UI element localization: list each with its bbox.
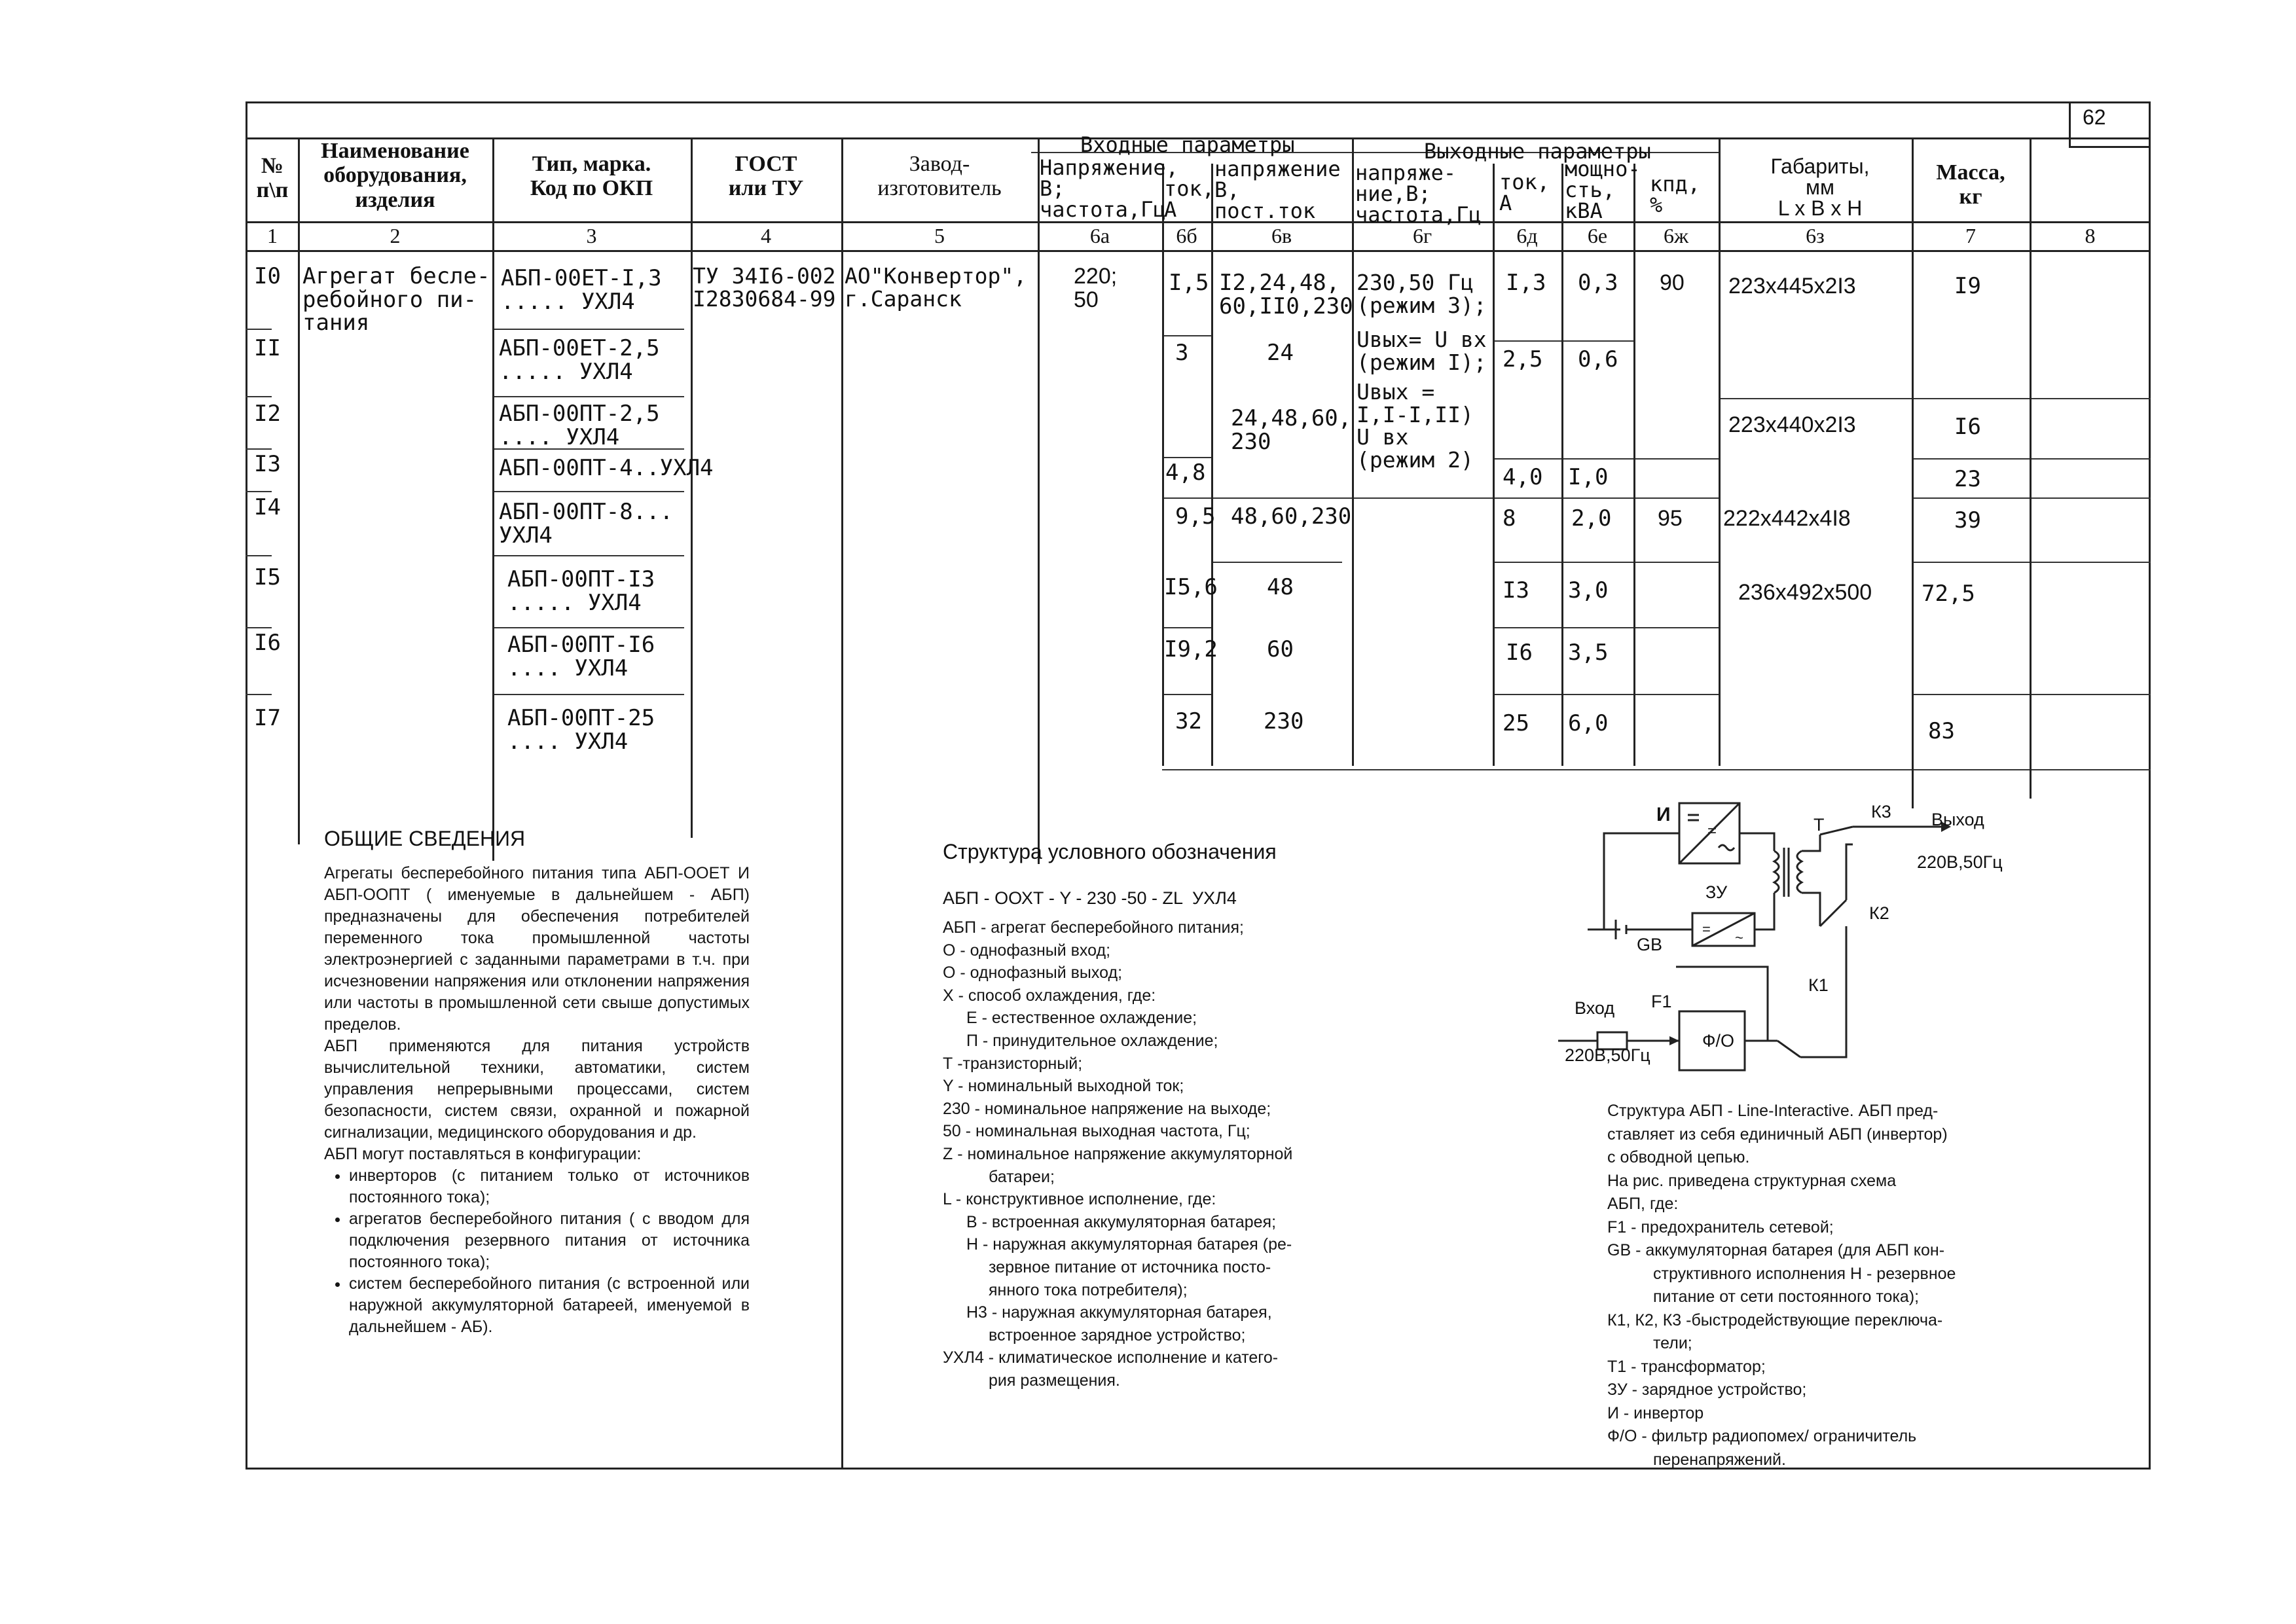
row-efficiency: 90 [1660, 270, 1685, 295]
row-divider [1493, 562, 1719, 563]
row-divider [246, 627, 272, 628]
colnum: 4 [761, 224, 771, 247]
designation-line: В - встроенная аккумуляторная батарея; [966, 1212, 1277, 1231]
col-line [1493, 164, 1495, 766]
designation-line: П - принудительное охлаждение; [966, 1031, 1218, 1050]
transformer-primary [1774, 851, 1779, 893]
header-in-current: ток, А [1164, 176, 1215, 222]
wire [1802, 893, 1820, 926]
row-divider [1162, 457, 1211, 458]
row-out-current: I6 [1506, 640, 1533, 666]
wire [1755, 893, 1774, 929]
header-type: Тип, марка. Код по ОКП [530, 152, 653, 201]
row-divider [1719, 398, 1915, 399]
designation-list [943, 916, 1375, 1392]
general-text [324, 863, 750, 1338]
header-out-voltage: напряже- ние,В; частота,Гц [1355, 160, 1482, 227]
row-divider [494, 627, 684, 628]
page-number: 62 [2069, 101, 2151, 146]
colnum: 6г [1412, 224, 1432, 247]
row-in-dc: I2,24,48, 60,II0,230 [1219, 270, 1353, 319]
row-divider [246, 448, 272, 450]
output-voltage-mode3: 230,50 Гц (режим 3); [1357, 270, 1487, 318]
charger-equals-glyph: = [1702, 921, 1711, 937]
row-efficiency: 95 [1658, 506, 1683, 531]
row-power: I,0 [1568, 464, 1609, 490]
row-divider [246, 694, 272, 695]
designation-line: батареи; [989, 1167, 1055, 1186]
designation-line: Z - номинальное напряжение аккумуляторной [943, 1144, 1293, 1163]
row-type: АБП-00ПТ-8... УХЛ4 [499, 499, 674, 549]
row-type: АБП-00ПТ-I3 ..... УХЛ4 [507, 566, 655, 616]
designation-line: встроенное зарядное устройство; [989, 1326, 1246, 1344]
diagram-description [1607, 1100, 2066, 1471]
colnum: 5 [934, 224, 945, 247]
row-in-dc: 24 [1267, 340, 1294, 366]
k1-label: К1 [1808, 975, 1829, 995]
wire [1604, 833, 1679, 929]
charger-ac-glyph: ~ [1735, 929, 1743, 946]
row-divider [494, 694, 684, 695]
row-type: АБП-00ПТ-25 .... УХЛ4 [507, 705, 655, 755]
description-line: с обводной цепью. [1607, 1148, 1750, 1166]
row-divider [1493, 627, 1719, 628]
row-number: II [254, 335, 281, 361]
output-label: Выход [1931, 810, 1984, 829]
output-voltage-mode2: Uвых = I,I-I,II) U вх (режим 2) [1357, 379, 1474, 473]
row-divider [1162, 335, 1211, 336]
colnum: 6б [1176, 224, 1197, 247]
header-name: Наименование оборудования, изделия [321, 139, 469, 212]
row-divider [246, 396, 272, 397]
wire [1802, 835, 1820, 851]
output-spec: 220В,50Гц [1917, 852, 2003, 872]
list-item: • агрегатов бесперебойного питания ( с вводом для подключения резервного питания от источника постоянного тока); [349, 1208, 750, 1273]
designation-line: янного тока потребителя); [989, 1280, 1188, 1299]
row-mass: I9 [1954, 273, 1981, 299]
designation-line: Х - способ охлаждения, где: [943, 986, 1156, 1005]
k2-label: К2 [1869, 903, 1889, 923]
inverter-label: И [1656, 804, 1671, 825]
description-line: Структура АБП - Line-Interactive. АБП пред- [1607, 1102, 1939, 1120]
transformer-secondary [1797, 851, 1802, 893]
row-dims: 223x445x2I3 [1728, 274, 1856, 298]
row-number: I7 [254, 705, 281, 731]
col-line [1162, 164, 1164, 766]
colnum: 6з [1806, 224, 1825, 247]
row-divider [494, 396, 684, 397]
row-out-current: I,3 [1506, 270, 1546, 296]
row-dims: 222x442x4I8 [1723, 506, 1851, 531]
header-efficiency: кпд, % [1650, 171, 1701, 217]
row-divider [1493, 458, 1719, 460]
row-number: I6 [254, 630, 281, 656]
equipment-name: Агрегат бесле- ребойного пи- тания [302, 263, 490, 336]
colnum: 6в [1271, 224, 1292, 247]
description-line: Ф/О - фильтр радиопомех/ ограничитель [1607, 1427, 1917, 1445]
charger-label: ЗУ [1705, 882, 1728, 902]
row-in-current: 4,8 [1165, 460, 1206, 486]
maker-value: АО"Конвертор", г.Саранск [845, 263, 1027, 312]
designation-code: АБП - ООХТ - Y - 230 -50 - ZL УХЛ4 [943, 888, 1237, 908]
row-power: 3,0 [1568, 577, 1609, 604]
row-in-current: 9,5 [1175, 503, 1216, 530]
row-in-current: I,5 [1169, 270, 1209, 296]
row-in-current: I9,2 [1164, 636, 1218, 662]
row-type: АБП-00ПТ-2,5 .... УХЛ4 [499, 401, 660, 450]
wire [1740, 833, 1774, 851]
switch-k2 [1820, 900, 1846, 926]
row-in-dc: 48 [1267, 574, 1294, 600]
col-line [1633, 164, 1635, 766]
header-out-current: ток, А [1499, 170, 1550, 215]
designation-line: АБП - агрегат бесперебойного питания; [943, 918, 1244, 937]
header-gost: ГОСТ или ТУ [728, 152, 804, 201]
description-line: GB - аккумуляторная батарея (для АБП кон- [1607, 1241, 1945, 1259]
row-in-dc: 48,60,230 [1231, 503, 1352, 530]
general-paragraph: Агрегаты бесперебойного питания типа АБП-ООЕТ И АБП-ООПТ ( именуемые в дальнейшем - АБП) предназначены для обеспечения потребителей переменного тока промышленной частоты электроэнергией с заданными параметрами в т.ч. при исчезновении напряжения или отклонении напряжения или частоты в промышленной сети свыше допустимых пределов. [324, 864, 750, 1034]
row-mass: 39 [1954, 507, 1981, 533]
row-type: АБП-00ПТ-4..УХЛ4 [499, 455, 714, 481]
transformer-label: Т [1813, 815, 1825, 835]
colnum: 6е [1587, 224, 1608, 247]
row-power: 0,6 [1578, 346, 1618, 372]
row-out-current: 8 [1503, 505, 1516, 532]
header-in-dc-voltage: напряжение В, пост.ток [1214, 156, 1341, 223]
row-divider [1493, 694, 1719, 695]
row-divider [494, 555, 684, 556]
description-line: структивного исполнения Н - резервное [1653, 1264, 1956, 1283]
fuse-label: F1 [1651, 992, 1672, 1011]
general-paragraph: АБП применяются для питания устройств вычислительной техники, автоматики, систем управления непрерывными процессами, систем безопасности, систем связи, охранной и пожарной сигнализации, медицинского оборудования и др. [324, 1037, 750, 1142]
row-divider [494, 329, 684, 330]
designation-line: Е - естественное охлаждение; [966, 1009, 1197, 1028]
ac-symbol [1719, 845, 1734, 850]
col-line [1561, 164, 1563, 766]
line-interactive-diagram [1558, 795, 2056, 1083]
wire [1676, 967, 1768, 1041]
designation-line: О - однофазный вход; [943, 941, 1111, 960]
designation-line: УХЛ4 - климатическое исполнение и катего- [943, 1348, 1279, 1367]
row-type: АБП-00ПТ-I6 .... УХЛ4 [507, 632, 655, 681]
row-out-current: 2,5 [1503, 346, 1543, 372]
list-item: • инверторов (с питанием только от источников постоянного тока); [349, 1165, 750, 1208]
description-line: К1, К2, К3 -быстродействующие переключа- [1607, 1310, 1943, 1329]
header-maker: Завод- изготовитель [877, 152, 1002, 201]
colnum: 8 [2085, 224, 2096, 247]
col-line [1211, 164, 1213, 766]
colnum: 7 [1965, 224, 1976, 247]
designation-line: рия размещения. [989, 1371, 1120, 1390]
output-voltage-mode1: Uвых= U вх (режим I); [1357, 327, 1487, 375]
inverter-equals-glyph: = [1707, 822, 1717, 840]
colnum: 6а [1089, 224, 1110, 247]
row-type: АБП-00ЕТ-I,3 ..... УХЛ4 [501, 265, 662, 315]
designation-line: L - конструктивное исполнение, где: [943, 1190, 1216, 1209]
row-divider [494, 491, 684, 492]
row-in-current: 32 [1175, 708, 1202, 734]
header-output-group: Выходные параметры [1424, 139, 1651, 164]
row-number: I0 [254, 263, 281, 289]
row-mass: I6 [1954, 414, 1981, 440]
header-num: № п\п [256, 154, 289, 203]
header-dims: Габариты, мм L x B x H [1770, 154, 1870, 220]
header-in-voltage: Напряжение, В; частота,Гц [1040, 155, 1178, 222]
colnum: 6д [1516, 224, 1538, 247]
designation-line: 230 - номинальное напряжение на выходе; [943, 1099, 1271, 1118]
switch-k1 [1777, 1041, 1800, 1057]
row-power: 3,5 [1568, 640, 1609, 666]
header-input-group: Входные параметры [1080, 132, 1295, 157]
designation-line: Т -транзисторный; [943, 1054, 1083, 1073]
row-mass: 72,5 [1922, 581, 1975, 607]
row-mass: 83 [1928, 718, 1955, 744]
colnum-bottom-line [246, 250, 2151, 252]
row-dims: 236x492x500 [1738, 580, 1872, 605]
description-line: ставляет из себя единичный АБП (инвертор) [1607, 1125, 1948, 1144]
row-power: 2,0 [1571, 505, 1612, 532]
row-number: I4 [254, 494, 281, 520]
designation-line: Н3 - наружная аккумуляторная батарея, [966, 1303, 1272, 1322]
general-paragraph: АБП могут поставляться в конфигурации: [324, 1145, 642, 1163]
description-line: ЗУ - зарядное устройство; [1607, 1380, 1807, 1399]
description-line: тели; [1653, 1334, 1692, 1352]
wire [1846, 844, 1853, 900]
row-out-current: 25 [1503, 710, 1529, 736]
page-number-underline [2069, 146, 2151, 148]
row-power: 0,3 [1578, 270, 1618, 296]
row-mass: 23 [1954, 466, 1981, 492]
designation-line: О - однофазный выход; [943, 964, 1123, 983]
description-line: F1 - предохранитель сетевой; [1607, 1218, 1834, 1236]
description-line: И - инвертор [1607, 1403, 1704, 1422]
row-number: I2 [254, 401, 281, 427]
row-number: I5 [254, 564, 281, 590]
row-in-current: 3 [1175, 340, 1189, 366]
list-item: • систем бесперебойного питания (с встроенной или наружной аккумуляторной батареей, именуемой в дальнейшем - АБ). [349, 1273, 750, 1338]
colnum: 6ж [1663, 224, 1689, 247]
description-line: На рис. приведена структурная схема [1607, 1171, 1897, 1190]
header-out-power: мощно- сть, кВА [1565, 156, 1641, 223]
input-spec: 220В,50Гц [1565, 1045, 1650, 1065]
row-divider [1162, 627, 1211, 628]
description-line: Т1 - трансформатор; [1607, 1357, 1766, 1376]
designation-line: Y - номинальный выходной ток; [943, 1077, 1184, 1096]
config-list [324, 1165, 750, 1338]
row-divider [1211, 562, 1342, 563]
designation-line: Н - наружная аккумуляторная батарея (ре- [966, 1235, 1292, 1254]
battery-label: GB [1637, 935, 1663, 954]
row-in-dc: 60 [1267, 636, 1294, 662]
colnum: 1 [267, 224, 278, 247]
designation-line: зервное питание от источника посто- [989, 1257, 1271, 1276]
input-arrow-icon [1669, 1036, 1679, 1045]
row-divider [1162, 694, 1211, 695]
row-out-current: 4,0 [1503, 464, 1543, 490]
description-line: питание от сети постоянного тока); [1653, 1288, 1920, 1306]
row-in-dc: 24,48,60, 230 [1231, 405, 1352, 455]
row-divider [246, 491, 272, 492]
row-in-current: I5,6 [1164, 574, 1218, 600]
colnum: 3 [586, 224, 597, 247]
switch-k3 [1820, 827, 1853, 835]
header-bottom-line [246, 221, 2151, 223]
colnum: 2 [390, 224, 401, 247]
row-type: АБП-00ЕТ-2,5 ..... УХЛ4 [499, 335, 660, 385]
designation-line: 50 - номинальная выходная частота, Гц; [943, 1122, 1250, 1141]
description-line: АБП, где: [1607, 1195, 1679, 1213]
filter-label: Ф/О [1702, 1031, 1735, 1051]
description-line: перенапряжений. [1653, 1450, 1786, 1469]
row-out-current: I3 [1503, 577, 1529, 604]
row-in-dc: 230 [1264, 708, 1304, 734]
row-divider [246, 329, 272, 330]
designation-title: Структура условного обозначения [943, 840, 1277, 863]
header-mass: Масса, кг [1936, 160, 2005, 209]
row-divider [1162, 769, 2151, 770]
row-dims: 223x440x2I3 [1728, 412, 1856, 437]
row-power: 6,0 [1568, 710, 1609, 736]
row-divider [246, 555, 272, 556]
k3-label: К3 [1871, 802, 1891, 821]
gost-value: ТУ 34I6-002 I2830684-99 [693, 263, 836, 312]
input-label: Вход [1575, 998, 1615, 1018]
row-number: I3 [254, 451, 281, 477]
col-line [841, 137, 843, 1470]
input-voltage-value: 220; 50 [1074, 264, 1118, 312]
general-title: ОБЩИЕ СВЕДЕНИЯ [324, 827, 526, 850]
